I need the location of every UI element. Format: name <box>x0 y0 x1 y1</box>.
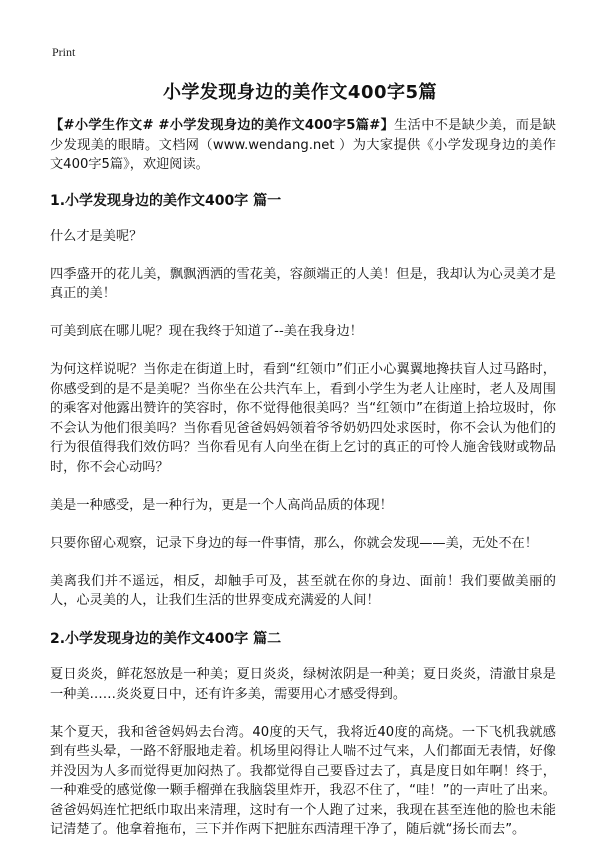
intro-text: 生活中不是缺少美，而是缺少发现美的眼睛。文档网（www.wendang.net ）为大家提供《小学发现身边的美作文400字5篇》，欢迎阅读。 <box>50 118 556 172</box>
section-heading-1: 1.小学发现身边的美作文400字 篇一 <box>50 192 282 209</box>
paragraph: 什么才是美呢？ <box>50 228 143 244</box>
intro-paragraph <box>50 116 556 175</box>
intro-tag: 【#小学生作文# #小学发现身边的美作文400字5篇#】 <box>50 118 395 133</box>
article-body <box>50 116 556 858</box>
paragraph: 四季盛开的花儿美，飘飘洒洒的雪花美，容颜端正的人美！但是，我却认为心灵美才是真正的美！ <box>50 266 556 301</box>
paragraph: 为何这样说呢？当你走在街道上时，看到“红领巾”们正小心翼翼地搀扶盲人过马路时，你感受到的是不是美呢？当你坐在公共汽车上，看到小学生为老人让座时，老人及周围的乘客对他露出赞许的笑容时，你不觉得他很美吗？当“红领巾”在街道上拾垃圾时，你不会认为他们很美吗？当你看见爸爸妈妈领着爷爷奶奶四处求医时，你不会认为他们的行为很值得我们效仿吗？当你看见有人向坐在街上乞讨的真正的可怜人施舍钱财或物品时，你不会心动吗？ <box>50 362 556 475</box>
paragraph: 可美到底在哪儿呢？现在我终于知道了--美在我身边！ <box>50 324 363 339</box>
print-link[interactable]: Print <box>52 45 76 59</box>
section-heading-2: 2.小学发现身边的美作文400字 篇二 <box>50 631 282 647</box>
paragraph: 美离我们并不遥远，相反，却触手可及，甚至就在你的身边、面前！我们要做美丽的人，心灵美的人，让我们生活的世界变成充满爱的人间！ <box>50 573 556 608</box>
document-title: 小学发现身边的美作文400字5篇 <box>162 82 438 103</box>
paragraph: 只要你留心观察，记录下身边的每一件事情，那么，你就会发现——美，无处不在！ <box>50 535 538 551</box>
paragraph: 某个夏天，我和爸爸妈妈去台湾。40度的天气，我将近40度的高烧。一下飞机我就感到有些头晕，一路不舒服地走着。机场里闷得让人喘不过气来，人们都面无表情，好像并没因为人多而觉得更加闷热了。我都觉得自己要昏过去了，真是度日如年啊！终于，一种难受的感觉像一颗手榴弹在我脑袋里炸开，我忍不住了，“哇！”的一声吐了出来。爸爸妈妈连忙把纸巾取出来清理，这时有一个人跑了过来，我现在甚至连他的脸也未能记清楚了。他拿着拖布，三下并作两下把脏东西清理干净了，随后就“扬长而去”。 <box>50 724 556 837</box>
paragraph: 美是一种感受，是一种行为，更是一个人高尚品质的体现！ <box>50 497 393 513</box>
paragraph: 夏日炎炎，鲜花怒放是一种美；夏日炎炎，绿树浓阴是一种美；夏日炎炎，清澈甘泉是一种美……炎炎夏日中，还有许多美，需要用心才感受得到。 <box>50 667 556 702</box>
